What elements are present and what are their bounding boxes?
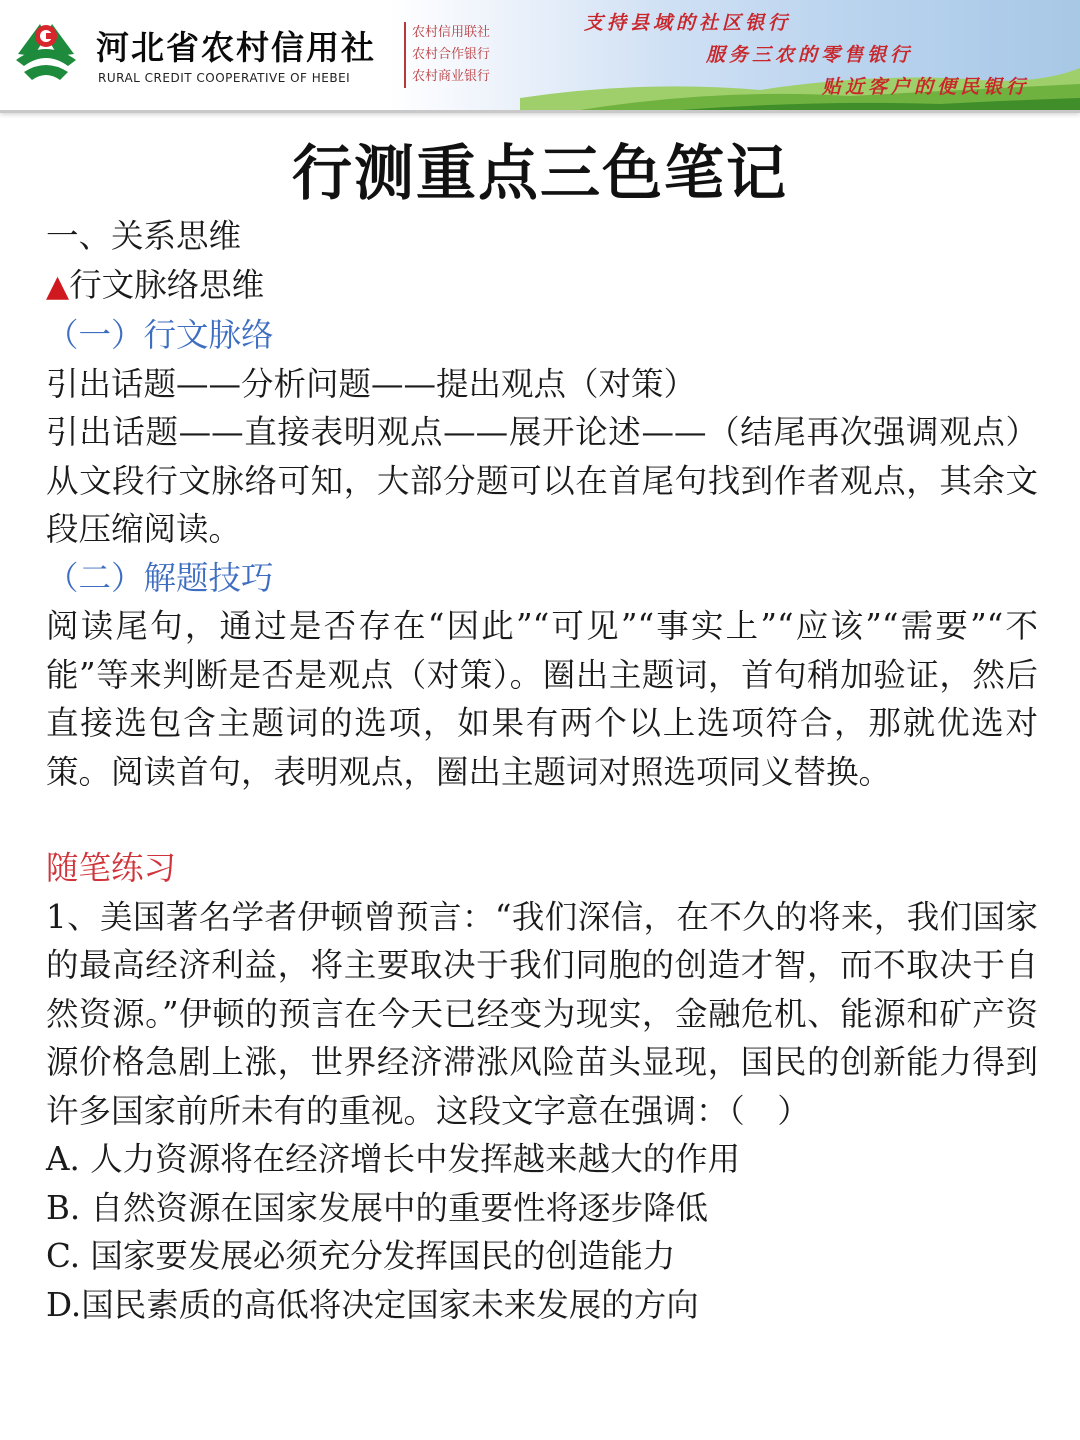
answer-option: B. 自然资源在国家发展中的重要性将逐步降低	[46, 1188, 709, 1227]
slogan-line: 贴近客户的便民银行	[822, 76, 1030, 98]
subsection-heading: （二）解题技巧	[46, 558, 274, 597]
page-title: 行测重点三色笔记	[292, 139, 788, 209]
header-banner	[0, 0, 1080, 113]
paragraph: 引出话题——分析问题——提出观点（对策）	[46, 364, 697, 403]
bank-type-list	[404, 22, 490, 88]
slogan-line: 支持县域的社区银行	[584, 12, 792, 34]
spacer	[46, 796, 1038, 844]
bank-type-item: 农村合作银行	[412, 47, 491, 62]
question-text: 1、美国著名学者伊顿曾预言：“我们深信，在不久的将来，我们国家的最高经济利益，将主要取决于我们同胞的创造才智，而不取决于自然资源。”伊顿的预言在今天已经变为现实，金融危机、能源和矿产资源价格急剧上涨，世界经济滞涨风险苗头显现，国民的创新能力得到许多国家前所未有的重视。这段文字意在强调：（ ）	[46, 897, 1038, 1130]
answer-option: A. 人力资源将在经济增长中发挥越来越大的作用	[46, 1140, 741, 1178]
bank-type-item: 农村信用联社	[412, 25, 491, 40]
bank-type-item: 农村商业银行	[412, 69, 491, 84]
note-content	[46, 212, 1038, 1329]
subsection-heading: （一）行文脉络	[46, 316, 274, 354]
practice-heading: 随笔练习	[46, 849, 177, 887]
slogan-line: 服务三农的零售银行	[706, 44, 914, 66]
topic-heading	[46, 261, 1038, 312]
rural-credit-logo-icon	[10, 14, 82, 90]
answer-option: C. 国家要发展必须充分发挥国民的创造能力	[46, 1237, 676, 1275]
bank-name-english: RURAL CREDIT COOPERATIVE OF HEBEI	[98, 71, 351, 85]
answer-option: D.国民素质的高低将决定国家未来发展的方向	[46, 1285, 699, 1324]
paragraph: 引出话题——直接表明观点——展开论述——（结尾再次强调观点）从文段行文脉络可知，大部分题可以在首尾句找到作者观点，其余文段压缩阅读。	[46, 413, 1038, 548]
section-heading: 一、关系思维	[46, 217, 242, 255]
paragraph: 阅读尾句，通过是否存在“因此”“可见”“事实上”“应该”“需要”“不能”等来判断是否是观点（对策）。圈出主题词，首句稍加验证，然后直接选包含主题词的选项，如果有两个以上选项符合，那就优选对策。阅读首句，表明观点，圈出主题词对照选项同义替换。	[46, 607, 1039, 791]
topic-label: 行文脉络思维	[69, 265, 265, 304]
bank-name: 河北省农村信用社	[96, 28, 376, 67]
red-triangle-icon: ▲	[46, 268, 70, 304]
